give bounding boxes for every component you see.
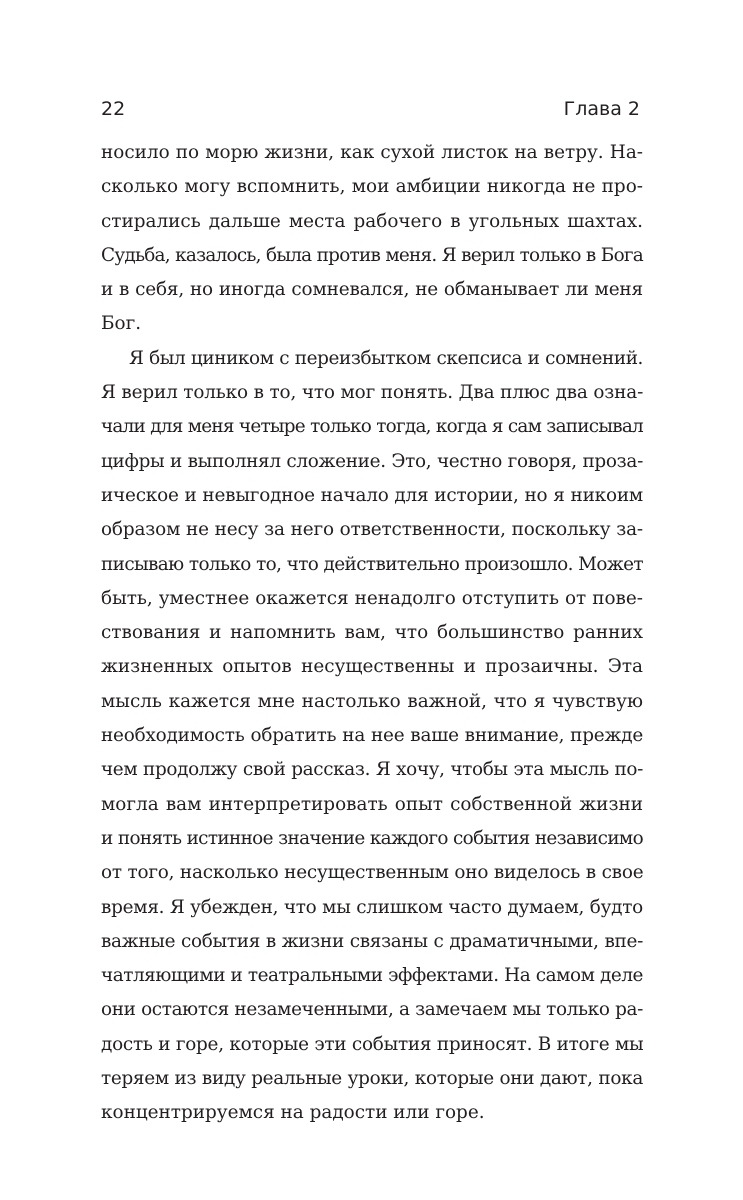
text-line: сколько могу вспомнить, мои амбиции никогда не про- [101, 176, 643, 198]
text-line: чали для меня четыре только тогда, когда я сам записывал [101, 416, 643, 438]
text-line: жизненных опытов несущественны и прозаичны. Эта [101, 656, 643, 678]
text-line: образом не несу за него ответственности, поскольку за- [101, 519, 643, 541]
text-line: необходимость обратить на нее ваше внимание, прежде [101, 725, 643, 747]
text-line: от того, насколько несущественным оно виделось в свое [101, 862, 644, 884]
text-line: и в себя, но иногда сомневался, не обманывает ли меня [101, 279, 643, 301]
text-line: и понять истинное значение каждого события независимо [101, 827, 643, 849]
text-line: они остаются незамеченными, а замечаем мы только ра- [101, 999, 643, 1021]
text-line: чатляющими и театральными эффектами. На самом деле [101, 965, 643, 987]
text-line: время. Я убежден, что мы слишком часто думаем, будто [101, 896, 643, 918]
text-line: теряем из виду реальные уроки, которые они дают, пока [101, 1068, 643, 1090]
text-line: цифры и выполнял сложение. Это, честно говоря, проза- [101, 450, 643, 472]
text-line: дость и горе, которые эти события приносят. В итоге мы [101, 1033, 644, 1055]
text-line: Я был циником с переизбытком скепсиса и сомнений. [129, 347, 643, 369]
running-head-chapter: Глава 2 [563, 98, 640, 120]
paragraph-2 [101, 342, 643, 1131]
text-line: концентрируемся на радости или горе. [101, 1102, 485, 1124]
text-line: стирались дальше места рабочего в угольных шахтах. [101, 210, 643, 232]
text-line: могла вам интерпретировать опыт собственной жизни [101, 793, 643, 815]
text-line: ствования и напомнить вам, что большинство ранних [101, 622, 643, 644]
text-line: мысль кажется мне настолько важной, что я чувствую [101, 690, 643, 712]
paragraph-1 [101, 136, 643, 342]
text-line: ическое и невыгодное начало для истории, но я никоим [101, 484, 643, 506]
text-line: Судьба, казалось, была против меня. Я верил только в Бога [101, 244, 643, 266]
text-line: важные события в жизни связаны с драматичными, впе- [101, 930, 643, 952]
text-line: носило по морю жизни, как сухой листок на ветру. На- [101, 142, 643, 163]
body-text [101, 136, 643, 1131]
page-header [101, 98, 640, 126]
page-number: 22 [101, 98, 126, 120]
text-line: Бог. [101, 313, 142, 335]
text-line: Я верил только в то, что мог понять. Два плюс два озна- [101, 382, 644, 404]
text-line: чем продолжу свой рассказ. Я хочу, чтобы эта мысль по- [101, 759, 643, 781]
text-line: писываю только то, что действительно произошло. Может [101, 553, 643, 575]
text-line: быть, уместнее окажется ненадолго отступить от пове- [101, 587, 643, 609]
